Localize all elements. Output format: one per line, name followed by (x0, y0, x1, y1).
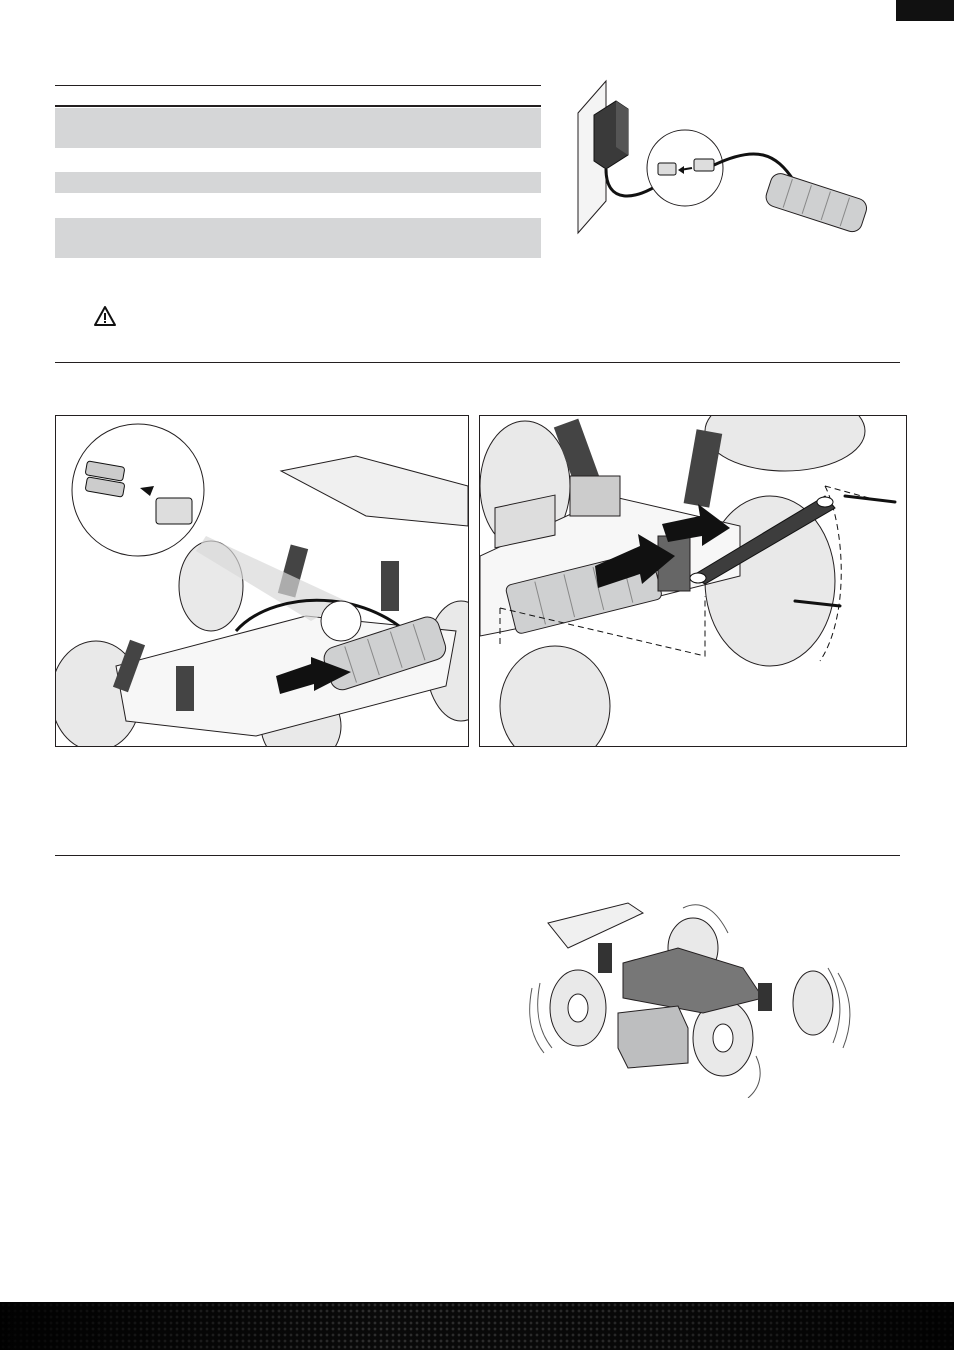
table-row-shaded-1 (55, 108, 541, 148)
battery-install-figure (55, 415, 469, 747)
page-footer-shade (0, 1302, 954, 1350)
charger-figure (566, 75, 886, 235)
section-rule-1 (55, 362, 900, 363)
table-row-shaded-2 (55, 172, 541, 193)
battery-strap-figure (479, 415, 907, 747)
buggy-figure (528, 888, 863, 1098)
section-rule-2 (55, 855, 900, 856)
page-tab (896, 0, 954, 21)
table-row-shaded-3 (55, 218, 541, 258)
warning-triangle-icon (93, 305, 117, 327)
table-top-rule (55, 85, 541, 86)
table-header-rule (55, 105, 541, 107)
